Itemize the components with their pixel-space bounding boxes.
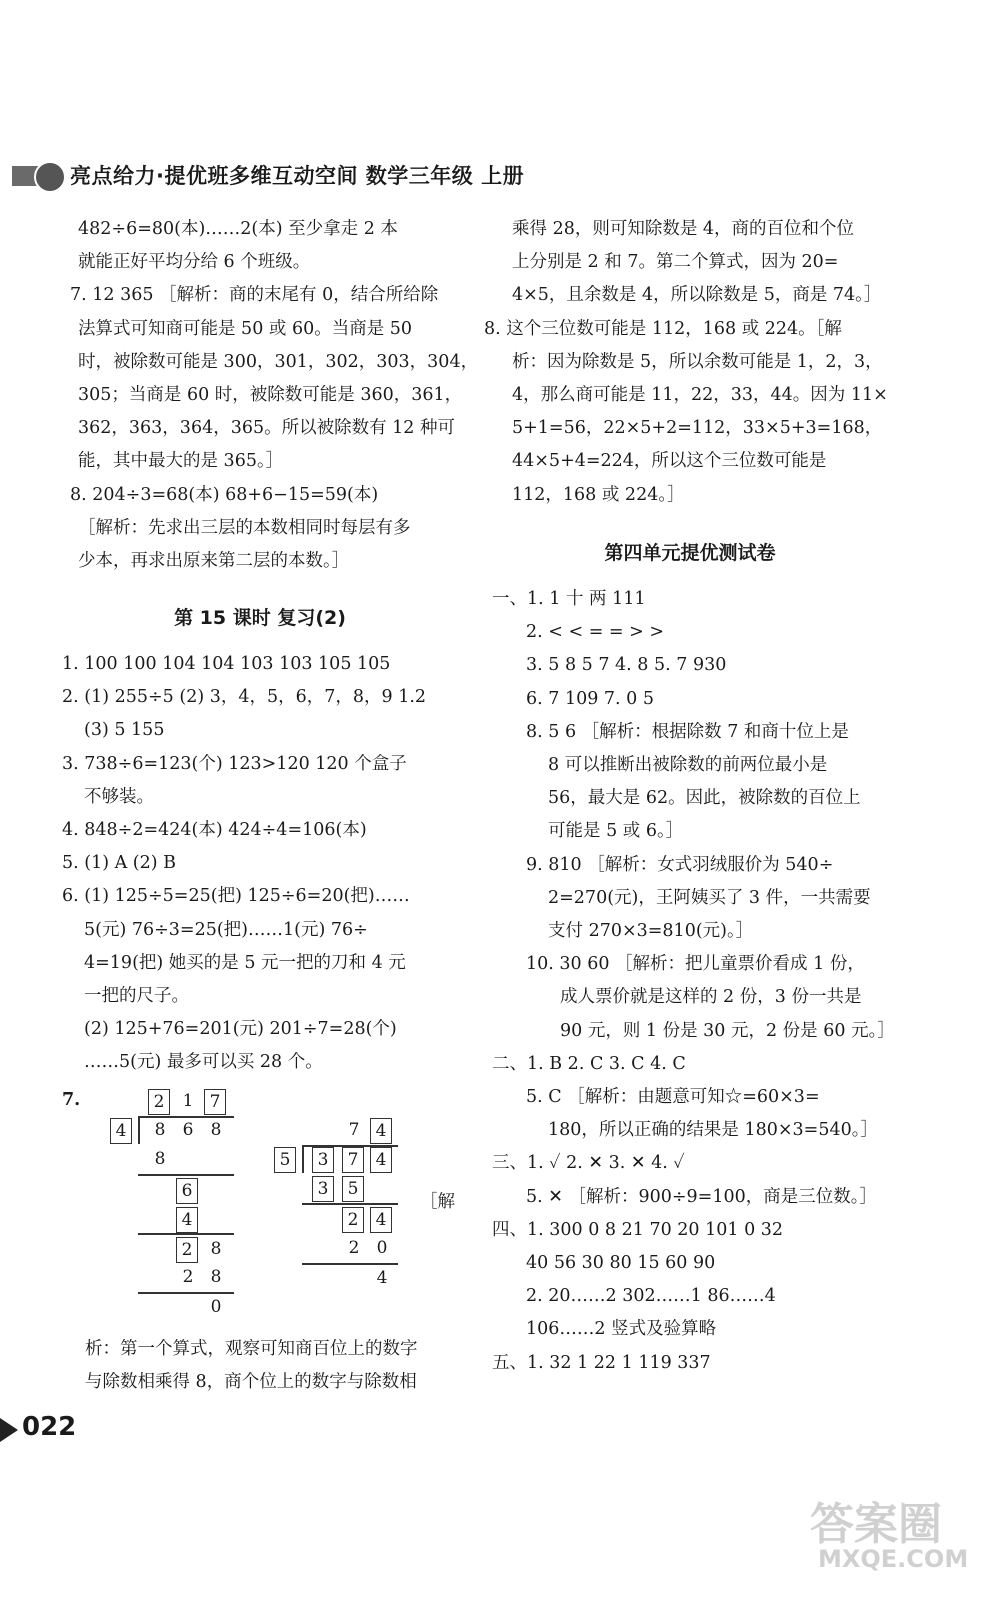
text-line: 2. 20……2 302……1 86……4 [526, 1286, 776, 1307]
text-line: 8. 这个三位数可能是 112，168 或 224。［解 [484, 318, 842, 339]
text-line: 上分别是 2 和 7。第二个算式，因为 20= [512, 252, 839, 273]
page-number: 022 [22, 1412, 77, 1442]
text-line: 44×5+4=224，所以这个三位数可能是 [512, 451, 827, 472]
text-line: ［解析：先求出三层的本数相同时每层有多 [78, 517, 411, 538]
text-line: 8. 5 6 ［解析：根据除数 7 和商十位上是 [526, 721, 849, 742]
step-digit: 8 [154, 1149, 166, 1169]
step-digit: 2 [182, 1267, 194, 1287]
text-line: 支付 270×3=810(元)。］ [548, 921, 754, 942]
text-line: 6. 7 109 7. 0 5 [526, 688, 655, 709]
text-line: 成人票价就是这样的 2 份，3 份一共是 [560, 987, 862, 1008]
text-line: 四、1. 300 0 8 21 70 20 101 0 32 [492, 1219, 784, 1240]
dividend-digit-box: 7 [342, 1147, 364, 1173]
header-logo-icon [34, 161, 66, 193]
text-line: 7. 12 365 ［解析：商的末尾有 0，结合所给除 [70, 285, 439, 306]
dividend-digit-box: 3 [312, 1147, 334, 1173]
text-line: 6. (1) 125÷5=25(把) 125÷6=20(把)…… [62, 886, 410, 907]
text-line: 乘得 28，则可知除数是 4，商的百位和个位 [512, 219, 855, 239]
text-line: 5. C ［解析：由题意可知☆=60×3= [526, 1087, 820, 1108]
text-line: 一、1. 1 十 两 111 [492, 589, 646, 609]
text-line: (2) 125+76=201(元) 201÷7=28(个) [84, 1019, 397, 1040]
text-line: 305；当商是 60 时，被除数可能是 360，361， [78, 385, 463, 406]
long-division-2 [272, 1118, 412, 1288]
text-line: 时，被除数可能是 300，301，302，303，304， [78, 351, 479, 372]
quotient-digit: 7 [348, 1120, 360, 1140]
q7-bracket: ［解 [420, 1192, 455, 1212]
text-line: 5(元) 76÷3=25(把)……1(元) 76÷ [84, 919, 368, 940]
lesson-answers [62, 648, 457, 1080]
text-line: (3) 5 155 [84, 720, 165, 741]
text-line: 五、1. 32 1 22 1 119 337 [492, 1352, 711, 1373]
text-line: 10. 30 60 ［解析：把儿童票价看成 1 份， [526, 954, 865, 975]
watermark-url: MXQE.COM [818, 1545, 969, 1573]
text-line: 3. 738÷6=123(个) 123>120 120 个盒子 [62, 753, 407, 774]
text-line: 2. (1) 255÷5 (2) 3，4，5，6，7，8，9 1.2 [62, 687, 427, 708]
remainder-digit: 4 [376, 1268, 388, 1288]
long-division-1 [110, 1085, 250, 1325]
text-line: 二、1. B 2. C 3. C 4. C [492, 1053, 686, 1074]
text-line: 法算式可知商可能是 50 或 60。当商是 50 [78, 318, 413, 339]
page-header-title: 亮点给力·提优班多维互动空间 数学三年级 上册 [70, 164, 525, 188]
step-digit-box: 4 [176, 1207, 198, 1233]
quotient-digit-box: 4 [370, 1118, 392, 1144]
text-line: 少本，再求出原来第二层的本数。］ [78, 551, 350, 572]
text-line: 5. ✕ ［解析：900÷9=100，商是三位数。］ [526, 1186, 877, 1207]
text-line: 1. 100 100 104 104 103 103 105 105 [62, 654, 391, 674]
text-line: 4×5，且余数是 4，所以除数是 5，商是 74。］ [512, 285, 882, 306]
text-line: 8. 204÷3=68(本) 68+6−15=59(本) [70, 484, 379, 505]
text-line: 180，所以正确的结果是 180×3=540。］ [548, 1120, 878, 1141]
dividend-digit-box: 4 [370, 1147, 392, 1173]
step-digit-box: 6 [176, 1178, 198, 1204]
text-line: ……5(元) 最多可以买 28 个。 [84, 1052, 323, 1073]
dividend-digit: 8 [154, 1120, 166, 1140]
text-line: 与除数相乘得 8，商个位上的数字与除数相 [85, 1372, 417, 1393]
remainder-digit: 0 [210, 1297, 222, 1317]
step-digit-box: 3 [312, 1176, 334, 1202]
text-line: 一把的尺子。 [84, 986, 189, 1007]
page-arrow-icon [0, 1418, 18, 1442]
text-line: 析：因为除数是 5，所以余数可能是 1，2，3， [512, 351, 883, 372]
divisor-box: 4 [110, 1118, 132, 1144]
text-line: 4，那么商可能是 11，22，33，44。因为 11× [512, 385, 888, 406]
step-digit: 8 [210, 1239, 222, 1259]
text-line: 90 元，则 1 份是 30 元，2 份是 60 元。］ [560, 1020, 895, 1041]
text-line: 4. 848÷2=424(本) 424÷4=106(本) [62, 820, 367, 841]
unit-answers [492, 583, 895, 1380]
quotient-digit-box: 7 [204, 1089, 226, 1115]
text-line: 能，其中最大的是 365。］ [78, 451, 284, 472]
text-line: 112，168 或 224。］ [512, 484, 685, 505]
text-line: 不够装。 [84, 786, 154, 807]
q7-label: 7. [62, 1090, 81, 1110]
step-digit: 0 [376, 1238, 388, 1258]
lesson-title: 第 15 课时 复习(2) [174, 607, 346, 629]
text-line: 8 可以推断出被除数的前两位最小是 [548, 755, 828, 776]
text-line: 9. 810 ［解析：女式羽绒服价为 540÷ [526, 854, 834, 875]
text-line: 就能正好平均分给 6 个班级。 [78, 252, 311, 273]
right-column-top [484, 213, 888, 512]
step-digit-box: 4 [370, 1207, 392, 1233]
text-line: 40 56 30 80 15 60 90 [526, 1253, 716, 1274]
text-line: 可能是 5 或 6。］ [548, 821, 684, 842]
dividend-digit: 6 [182, 1120, 194, 1140]
step-digit-box: 5 [342, 1176, 364, 1202]
text-line: 析：第一个算式，观察可知商百位上的数字 [85, 1339, 418, 1359]
unit-title: 第四单元提优测试卷 [604, 542, 776, 564]
text-line: 三、1. ✓ 2. ✕ 3. ✕ 4. ✓ [492, 1153, 685, 1174]
text-line: 482÷6=80(本)……2(本) 至少拿走 2 本 [78, 219, 398, 239]
text-line: 106……2 竖式及验算略 [526, 1319, 717, 1340]
text-line: 2. < < = = > > [526, 622, 665, 643]
text-line: 2=270(元)，王阿姨买了 3 件，一共需要 [548, 887, 871, 908]
step-digit: 8 [210, 1267, 222, 1287]
quotient-digit-box: 2 [148, 1089, 170, 1115]
step-digit-box: 2 [342, 1207, 364, 1233]
divisor-box: 5 [274, 1147, 296, 1173]
text-line: 56，最大是 62。因此，被除数的百位上 [548, 788, 861, 809]
left-column-top [70, 213, 479, 578]
text-line: 5+1=56，22×5+2=112，33×5+3=168， [512, 418, 883, 439]
text-line: 5. (1) A (2) B [62, 853, 177, 874]
text-line: 3. 5 8 5 7 4. 8 5. 7 930 [526, 655, 727, 676]
step-digit: 2 [348, 1238, 360, 1258]
q7-note [85, 1333, 465, 1399]
text-line: 362，363，364，365。所以被除数有 12 种可 [78, 418, 456, 439]
watermark-logo: 答案圈 [810, 1499, 942, 1550]
text-line: 4=19(把) 她买的是 5 元一把的刀和 4 元 [84, 952, 406, 973]
step-digit-box: 2 [176, 1237, 198, 1263]
quotient-digit: 1 [182, 1091, 194, 1111]
dividend-digit: 8 [210, 1120, 222, 1140]
